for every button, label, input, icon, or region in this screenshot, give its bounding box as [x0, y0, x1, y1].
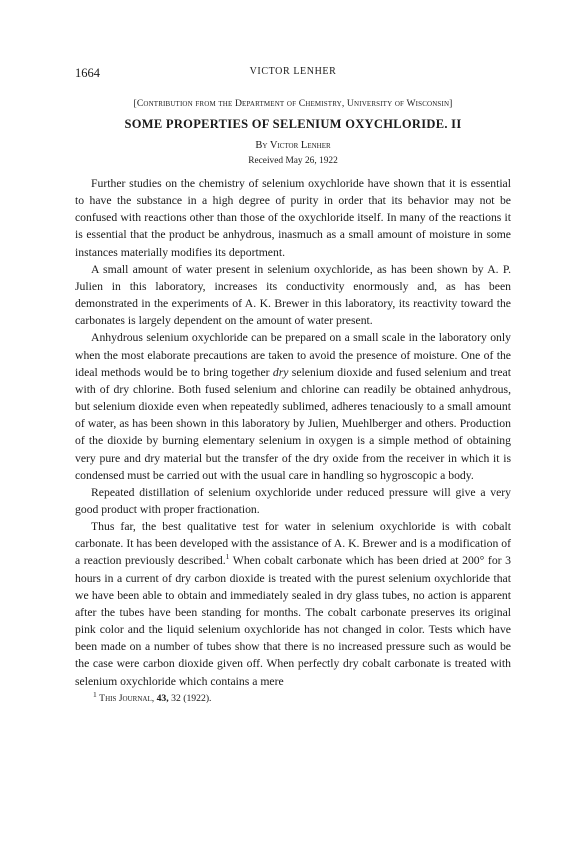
footnote	[75, 689, 511, 704]
received-date: Received May 26, 1922	[248, 156, 338, 166]
running-head	[75, 66, 511, 86]
paragraph-5-text-b: When cobalt carbonate which has been dried at 200° for 3 hours in a current of dry carbon dioxide is treated with the purest selenium oxychloride that we have been able to obtain and immediately sealed in dry glass tubes, no action is apparent after the tubes have been standing for months. The cobalt carbonate preserves its original pink color and the liquid selenium oxychloride has not changed in color. Tests which have been made on a number of tubes show that there is no increased pressure such as would be the case were carbon dioxide given off. When perfectly dry cobalt carbonate is treated with selenium oxychloride which contains a mere	[75, 554, 511, 688]
footnote-reference: 1	[225, 552, 230, 562]
paragraph-3	[75, 329, 511, 483]
footnote-citation: 32 (1922).	[171, 692, 212, 704]
author-byline: By Victor Lenher	[255, 140, 331, 151]
paragraph-3-text-a: Anhydrous selenium oxychloride can be prepared on a small scale in the laboratory only when the most elaborate precautions are taken to avoid the presence of moisture. One of the ideal methods would be to bring together	[75, 331, 511, 379]
paragraph-2: A small amount of water present in selenium oxychloride, as has been shown by A. P. Julien in this laboratory, increases its conductivity enormously and, as has been demonstrated in the experiments of A. K. Brewer in this laboratory, its reactivity toward the carbonates is largely dependent on the amount of water present.	[75, 262, 511, 328]
paragraph-5-text-a: Thus far, the best qualitative test for water in selenium oxychloride is with cobalt carbonate. It has been developed with the assistance of A. K. Brewer and is a modification of a reaction previously described.	[75, 520, 511, 568]
paragraph-4: Repeated distillation of selenium oxychloride under reduced pressure will give a very good product with proper fractionation.	[75, 485, 511, 516]
footnote-journal: This Journal,	[99, 692, 155, 704]
emphasis-dry: dry	[272, 365, 289, 379]
article-title: SOME PROPERTIES OF SELENIUM OXYCHLORIDE. II	[124, 117, 462, 131]
article-body	[75, 175, 511, 690]
page-number: 1664	[75, 66, 100, 80]
paragraph-5	[75, 518, 511, 690]
paragraph-1: Further studies on the chemistry of selenium oxychloride have shown that it is essential to have the substance in a high degree of purity in order that its behavior may not be confused with reactions other than those of the oxychloride itself. In many of the reactions it is essential that the product be anhydrous, inasmuch as a small amount of moisture in some instances materially modifies its deportment.	[75, 177, 511, 259]
running-title: VICTOR LENHER	[249, 66, 337, 77]
footnote-marker: 1	[93, 689, 97, 699]
footnote-volume: 43,	[156, 692, 169, 704]
journal-page	[75, 66, 511, 704]
contribution-line: [Contribution from the Department of Chemistry, University of Wisconsin]	[133, 98, 453, 109]
paragraph-3-text-b: selenium dioxide and fused selenium and treat with of dry chlorine. Both fused selenium and chlorine can readily be obtained anhydrous, but selenium dioxide even when repeatedly sublimed, adheres tenaciously to a small amount of water, as has been shown in this laboratory by Julien, Muehlberger and others. Production of the dioxide by burning elementary selenium in oxygen is a simple method of obtaining very pure and dry material but the transfer of the dry oxide from the receiver in which it is condensed must be carried out with the usual care in handling so hygroscopic a body.	[75, 365, 511, 482]
